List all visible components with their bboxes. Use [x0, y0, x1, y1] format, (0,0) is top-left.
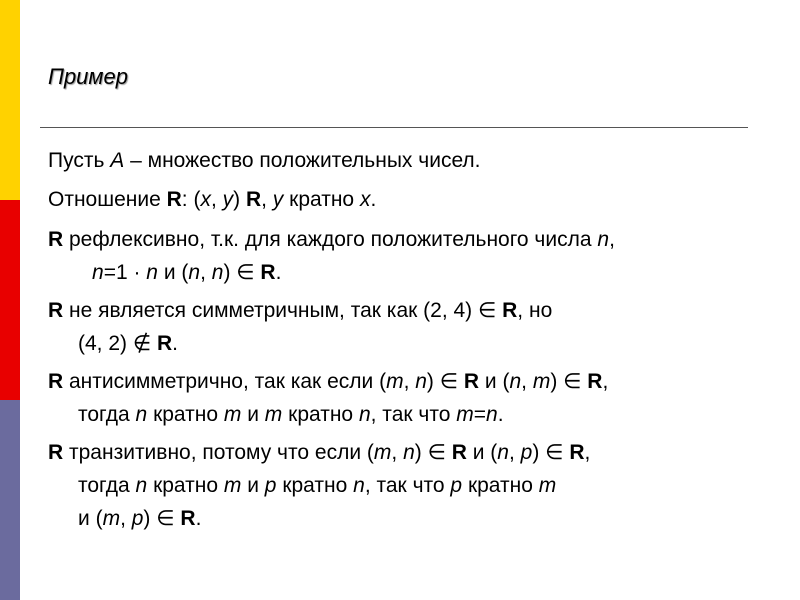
line-not-symmetric-cont: (4, 2) ∉ R.: [78, 332, 178, 355]
accent-bar-red: [0, 200, 20, 400]
accent-bar-yellow: [0, 0, 20, 200]
line-reflexive-cont: n=1 · n и (n, n) ∈ R.: [92, 261, 282, 284]
line-antisymmetric-cont: тогда n кратно m и m кратно n, так что m=n.: [78, 403, 504, 426]
line-transitive-cont: тогда n кратно m и p кратно n, так что p кратно m: [78, 474, 557, 497]
slide-heading: Пример: [48, 64, 128, 89]
accent-bar-purple: [0, 400, 20, 600]
line-set-definition: Пусть A – множество положительных чисел.: [48, 149, 481, 172]
line-not-symmetric: R не является симметричным, так как (2, 4) ∈ R, но: [48, 299, 553, 322]
line-reflexive: R рефлексивно, т.к. для каждого положительного числа n,: [48, 228, 615, 251]
line-relation-definition: Отношение R: (x, y) R, y кратно x.: [48, 188, 377, 211]
heading-divider: [40, 127, 748, 128]
line-antisymmetric: R антисимметрично, так как если (m, n) ∈ R и (n, m) ∈ R,: [48, 370, 609, 393]
line-transitive: R транзитивно, потому что если (m, n) ∈ R и (n, p) ∈ R,: [48, 441, 591, 464]
line-transitive-end: и (m, p) ∈ R.: [78, 507, 202, 530]
